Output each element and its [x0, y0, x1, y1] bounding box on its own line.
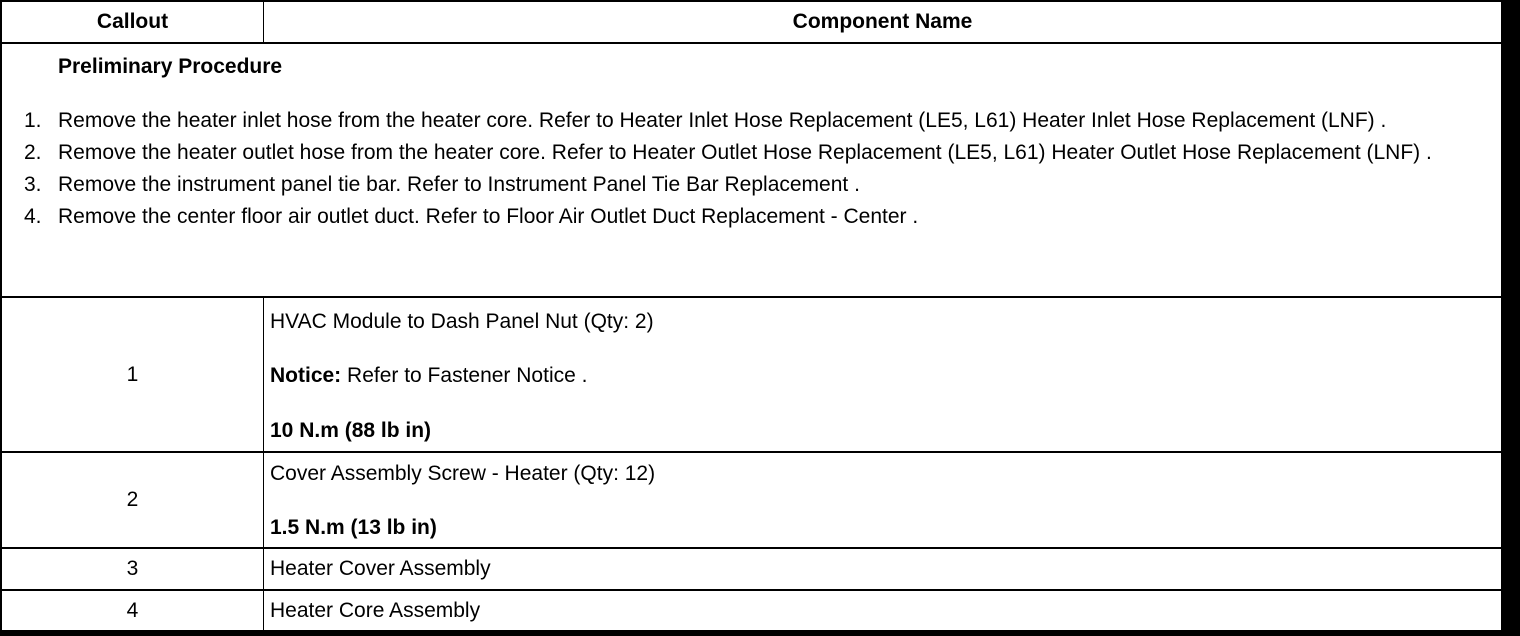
preliminary-procedure-section: [2, 44, 1501, 298]
table-row: [2, 298, 1501, 453]
component-name: Cover Assembly Screw - Heater (Qty: 12): [270, 462, 656, 485]
table-row: [2, 549, 1501, 591]
column-header-component-name: Component Name: [792, 10, 973, 33]
torque-spec: 1.5 N.m (13 lb in): [270, 516, 437, 539]
component-name: HVAC Module to Dash Panel Nut (Qty: 2): [270, 310, 654, 333]
step-text: Remove the center floor air outlet duct. Refer to Floor Air Outlet Duct Replacement - Center .: [58, 205, 919, 228]
step-text: Remove the heater outlet hose from the heater core. Refer to Heater Outlet Hose Replacement (LE5, L61) Heater Outlet Hose Replacement (LNF) .: [58, 141, 1432, 164]
step-text: Remove the instrument panel tie bar. Refer to Instrument Panel Tie Bar Replacement .: [58, 173, 860, 196]
column-header-callout: Callout: [2, 2, 264, 42]
component-name: Heater Cover Assembly: [270, 557, 491, 580]
torque-spec: 10 N.m (88 lb in): [270, 419, 432, 442]
procedure-step: [24, 170, 1484, 200]
callout-number: 3: [2, 549, 264, 589]
step-number: 3.: [24, 173, 42, 196]
step-number: 1.: [24, 109, 42, 132]
table-row: [2, 591, 1501, 632]
component-cell: [264, 453, 1501, 547]
step-number: 2.: [24, 141, 42, 164]
step-number: 4.: [24, 205, 42, 228]
callout-number: 4: [2, 591, 264, 630]
notice-line: [270, 364, 587, 388]
callout-number: 2: [2, 453, 264, 547]
step-text: Remove the heater inlet hose from the heater core. Refer to Heater Inlet Hose Replacement (LE5, L61) Heater Inlet Hose Replacement (LNF) .: [58, 109, 1387, 132]
table-header-row: [2, 0, 1501, 44]
procedure-step: [24, 106, 1484, 136]
table-row: [2, 453, 1501, 549]
procedure-step: [24, 138, 1484, 168]
procedure-step: [24, 202, 1484, 232]
notice-text: Refer to Fastener Notice .: [341, 364, 588, 387]
preliminary-procedure-title: Preliminary Procedure: [58, 55, 283, 78]
notice-label: Notice:: [270, 364, 342, 387]
procedure-step-list: [24, 106, 1484, 234]
callout-number: 1: [2, 298, 264, 451]
component-cell: [264, 298, 1501, 451]
component-name: Heater Core Assembly: [270, 598, 481, 622]
